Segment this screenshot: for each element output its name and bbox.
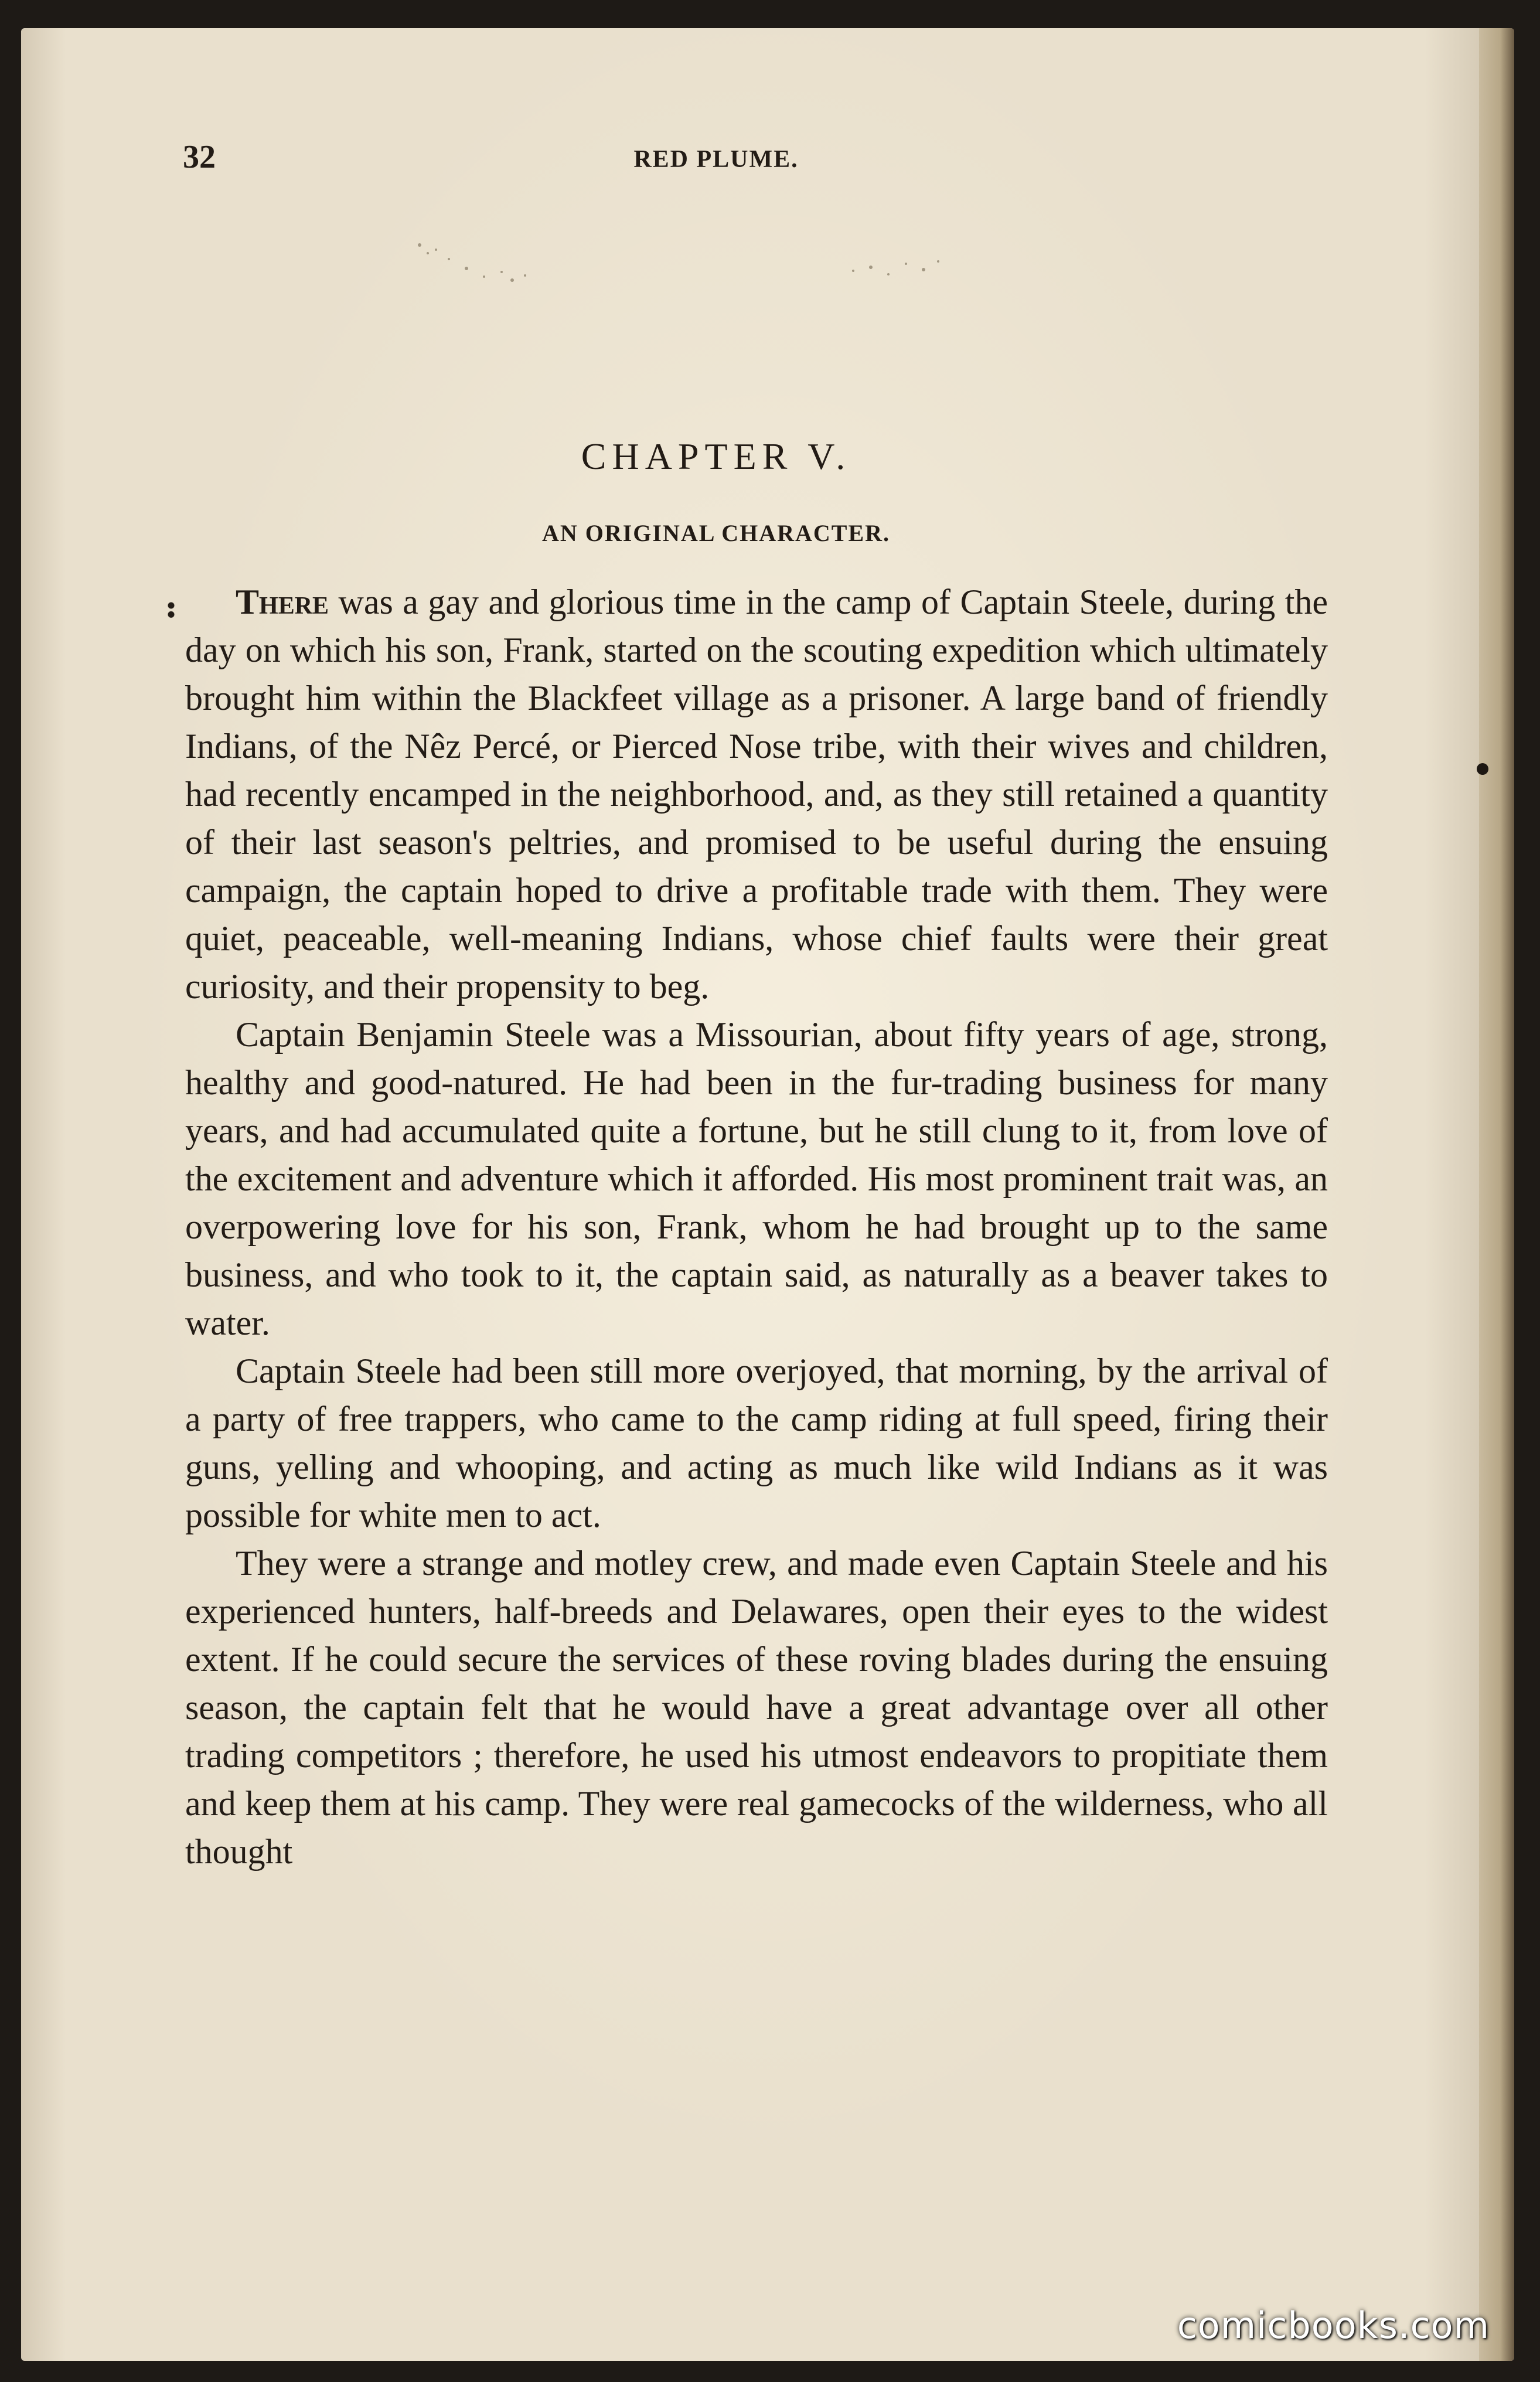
paragraph-lead-word: There (236, 583, 329, 621)
paragraph-2: Captain Benjamin Steele was a Missourian, about fifty years of age, strong, healthy and good-natured. He had been in the fur-trading business for many years, and had accumulated quite a fortune, but he still clung to it, from love of the excitement and adventure which it afforded. His most prominent trait was, an overpowering love for his son, Frank, whom he had brought up to the same business, and who took to it, the captain said, as naturally as a beaver takes to water. (185, 1015, 1328, 1342)
paragraph-text: was a gay and glorious time in the camp of Captain Steele, during the day on which his son, Frank, started on the scouting expedition which ultimately brought him within the Blackfeet village as a prisoner. A large band of friendly Indians, of the Nêz Percé, or Pierced Nose tribe, with their wives and children, had recently encamped in the neighborhood, and, as they still retained a quantity of their last season's peltries, and promised to be useful during the ensuing campaign, the captain hoped to drive a profitable trade with them. They were quiet, peaceable, well-meaning Indians, whose chief faults were their great curiosity, and their propensity to beg. (185, 583, 1328, 1006)
faded-ornament (408, 233, 1029, 298)
paragraph-3: Captain Steele had been still more overjoyed, that morning, by the arrival of a party of free trappers, who came to the camp riding at full speed, firing their guns, yelling and whooping, and acting as much like wild Indians as it was possible for white men to act. (185, 1352, 1328, 1534)
paragraph-4: They were a strange and motley crew, and made even Captain Steele and his experienced hunters, half-breeds and Delawares, open their eyes to the widest extent. If he could secure the services of these roving blades during the ensuing season, the captain felt that he would have a great advantage over all other trading competitors ; therefore, he used his utmost endeavors to propitiate them and keep them at his camp. They were real gamecocks of the wilderness, who all thought (185, 1544, 1328, 1871)
page-gutter-shadow (1479, 28, 1514, 2361)
chapter-heading: CHAPTER V. (581, 435, 851, 477)
running-head (159, 138, 1273, 185)
paragraph-1 (185, 578, 1328, 1010)
running-title: RED PLUME. (633, 146, 799, 173)
book-page (21, 28, 1514, 2361)
page-number: 32 (183, 139, 216, 175)
chapter-subtitle: AN ORIGINAL CHARACTER. (541, 520, 891, 546)
body-text (185, 578, 1328, 1876)
ink-spot (1477, 763, 1488, 775)
site-watermark: comicbooks.com (1177, 2304, 1490, 2347)
margin-mark (168, 601, 175, 618)
